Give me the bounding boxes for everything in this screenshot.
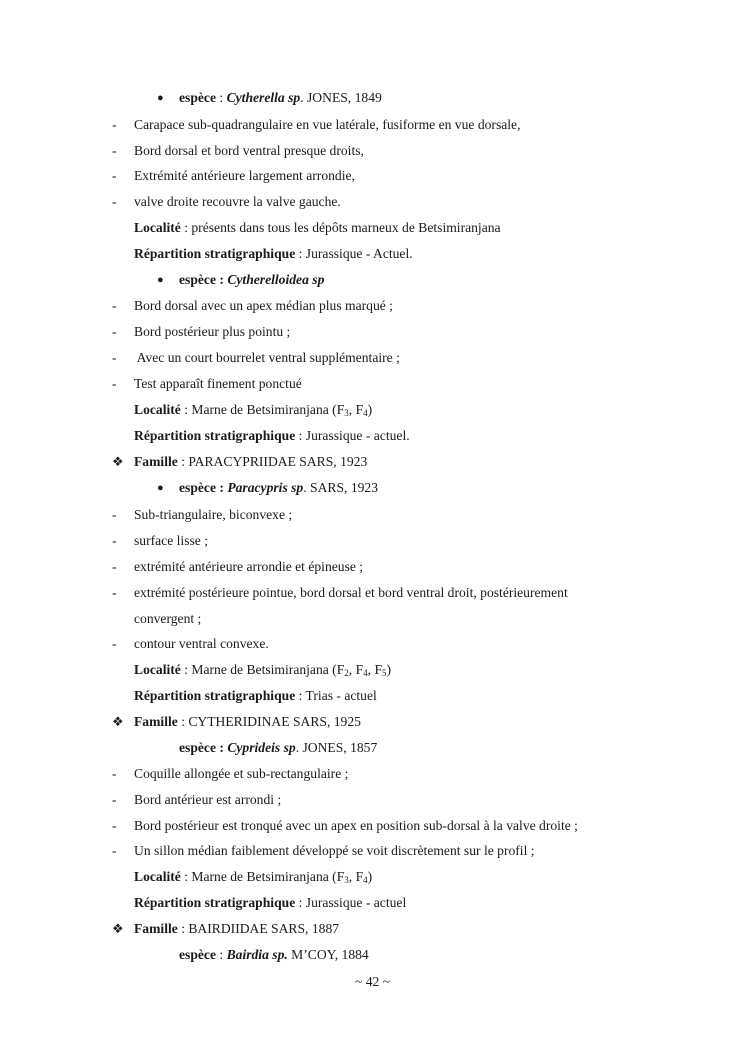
dash-icon: - — [112, 376, 117, 391]
dash-icon: - — [112, 143, 117, 158]
bullet-dot-icon: ● — [157, 482, 164, 494]
diamond-flower-icon: ❖ — [112, 454, 124, 469]
dash-icon: - — [112, 792, 117, 807]
dash-icon: - — [112, 818, 117, 833]
bullet-dot-icon: ● — [157, 274, 164, 286]
dash-icon: - — [112, 194, 117, 209]
dash-icon: - — [112, 843, 117, 858]
dash-icon: - — [112, 168, 117, 183]
dash-icon: - — [112, 533, 117, 548]
bullet-dot-icon: ● — [157, 92, 164, 104]
dash-icon: - — [112, 585, 117, 600]
dash-icon: - — [112, 350, 117, 365]
dash-icon: - — [112, 636, 117, 651]
dash-icon: - — [112, 766, 117, 781]
diamond-flower-icon: ❖ — [112, 921, 124, 936]
diamond-flower-icon: ❖ — [112, 714, 124, 729]
dash-icon: - — [112, 324, 117, 339]
dash-icon: - — [112, 117, 117, 132]
page-number: ~ 42 ~ — [354, 974, 391, 989]
dash-icon: - — [112, 507, 117, 522]
dash-icon: - — [112, 559, 117, 574]
dash-icon: - — [112, 298, 117, 313]
